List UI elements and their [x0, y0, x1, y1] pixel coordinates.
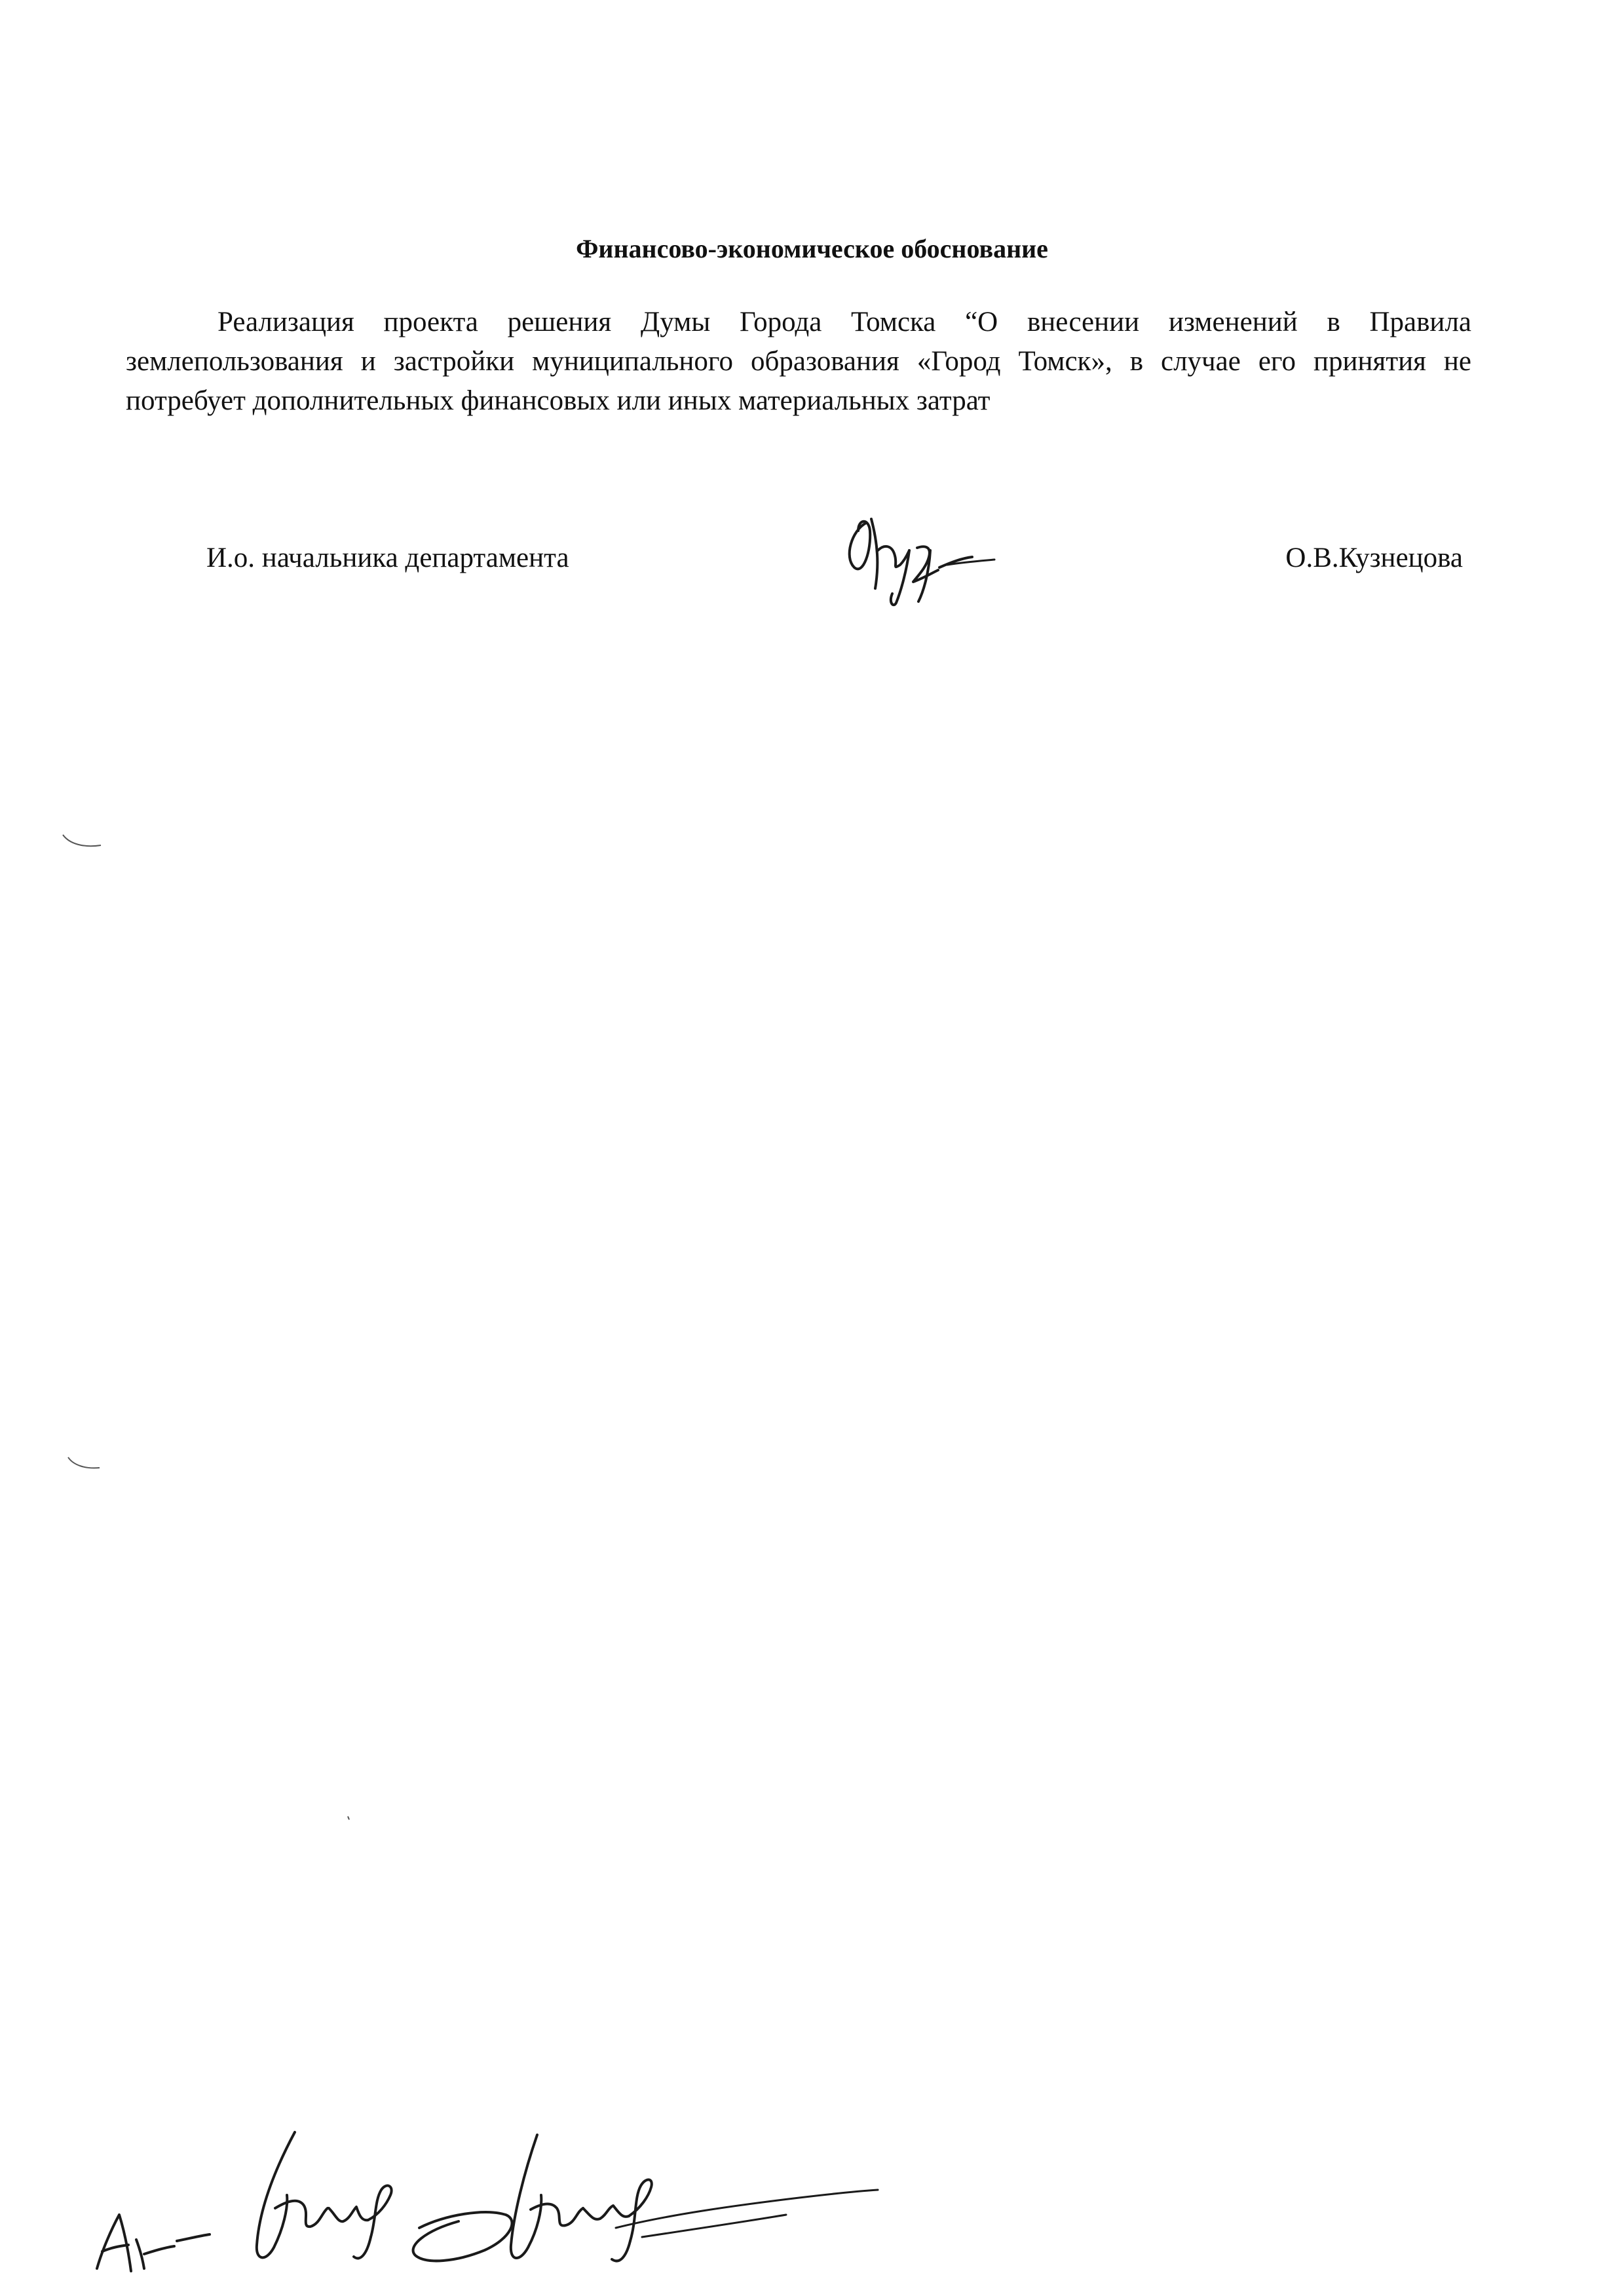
- signatory-position: И.о. начальника департамента: [206, 543, 569, 573]
- signatory-name: О.В.Кузнецова: [1285, 543, 1463, 573]
- signature-block: [0, 539, 1624, 591]
- handwritten-signature: [832, 505, 1002, 609]
- document-title: Финансово-экономическое обоснование: [576, 234, 1048, 263]
- handwritten-approval-signatures: [79, 2116, 891, 2287]
- scan-mark: [60, 832, 106, 852]
- scan-mark: [66, 1455, 105, 1474]
- scan-mark: [346, 1815, 352, 1822]
- document-body: Реализация проекта решения Думы Города Томска “О внесении изменений в Правила землепользования и застройки муниципального образования «Город Томск», в случае его принятия не потребует дополнительных финансовых или иных материальных затрат: [126, 307, 1471, 416]
